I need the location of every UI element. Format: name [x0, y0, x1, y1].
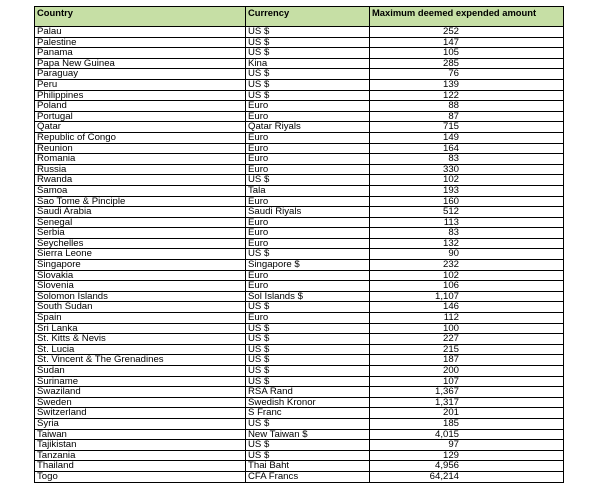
currency-cell: Qatar Riyals [246, 122, 370, 133]
table-row [35, 143, 564, 154]
table-row [35, 101, 564, 112]
currency-cell: Euro [246, 164, 370, 175]
amount-cell: 64,214 [370, 471, 564, 482]
amount-cell: 201 [370, 408, 564, 419]
country-cell: Sierra Leone [35, 249, 246, 260]
country-cell: Slovakia [35, 270, 246, 281]
currency-cell: Saudi Riyals [246, 207, 370, 218]
table-row [35, 376, 564, 387]
table-row [35, 408, 564, 419]
amount-cell: 90 [370, 249, 564, 260]
amount-cell: 105 [370, 48, 564, 59]
country-cell: Tanzania [35, 450, 246, 461]
amount-cell: 193 [370, 185, 564, 196]
amount-cell: 164 [370, 143, 564, 154]
amount-cell: 76 [370, 69, 564, 80]
country-cell: Panama [35, 48, 246, 59]
amount-cell: 1,317 [370, 397, 564, 408]
country-cell: Rwanda [35, 175, 246, 186]
table-row [35, 260, 564, 271]
table-body [35, 27, 564, 483]
table-row [35, 355, 564, 366]
country-cell: Slovenia [35, 281, 246, 292]
currency-cell: Sol Islands $ [246, 291, 370, 302]
currency-cell: RSA Rand [246, 387, 370, 398]
table-row [35, 132, 564, 143]
currency-cell: US $ [246, 323, 370, 334]
table-row [35, 323, 564, 334]
table-row [35, 249, 564, 260]
currency-cell: Euro [246, 228, 370, 239]
table-row [35, 366, 564, 377]
currency-cell: Euro [246, 143, 370, 154]
currency-cell: US $ [246, 302, 370, 313]
currency-cell: US $ [246, 37, 370, 48]
amount-cell: 97 [370, 440, 564, 451]
table-row [35, 164, 564, 175]
country-cell: Palestine [35, 37, 246, 48]
table-row [35, 154, 564, 165]
currency-cell: US $ [246, 90, 370, 101]
table-row [35, 111, 564, 122]
currency-cell: US $ [246, 249, 370, 260]
currency-cell: US $ [246, 27, 370, 38]
currency-cell: US $ [246, 376, 370, 387]
amount-cell: 1,367 [370, 387, 564, 398]
country-cell: Reunion [35, 143, 246, 154]
currency-cell: CFA Francs [246, 471, 370, 482]
currency-cell: US $ [246, 344, 370, 355]
currency-cell: Singapore $ [246, 260, 370, 271]
currency-cell: US $ [246, 334, 370, 345]
country-cell: Republic of Congo [35, 132, 246, 143]
table-row [35, 471, 564, 482]
table-row [35, 217, 564, 228]
amount-cell: 112 [370, 313, 564, 324]
country-column-header: Country [35, 7, 246, 27]
country-cell: Palau [35, 27, 246, 38]
table-row [35, 344, 564, 355]
country-cell: Russia [35, 164, 246, 175]
country-cell: St. Kitts & Nevis [35, 334, 246, 345]
table-row [35, 122, 564, 133]
country-cell: Paraguay [35, 69, 246, 80]
country-cell: Serbia [35, 228, 246, 239]
amount-cell: 715 [370, 122, 564, 133]
amount-cell: 88 [370, 101, 564, 112]
country-cell: Solomon Islands [35, 291, 246, 302]
table-row [35, 334, 564, 345]
table-row [35, 27, 564, 38]
country-cell: Thailand [35, 461, 246, 472]
amount-cell: 107 [370, 376, 564, 387]
country-cell: Tajikistan [35, 440, 246, 451]
amount-cell: 200 [370, 366, 564, 377]
currency-cell: US $ [246, 450, 370, 461]
country-cell: Samoa [35, 185, 246, 196]
country-cell: St. Vincent & The Grenadines [35, 355, 246, 366]
table-row [35, 69, 564, 80]
currency-cell: Euro [246, 238, 370, 249]
country-cell: Peru [35, 79, 246, 90]
amount-cell: 187 [370, 355, 564, 366]
table-row [35, 302, 564, 313]
country-cell: Seychelles [35, 238, 246, 249]
amount-cell: 185 [370, 418, 564, 429]
amount-cell: 1,107 [370, 291, 564, 302]
country-cell: Swaziland [35, 387, 246, 398]
table-row [35, 450, 564, 461]
table-row [35, 207, 564, 218]
country-cell: Romania [35, 154, 246, 165]
table-row [35, 185, 564, 196]
country-cell: Taiwan [35, 429, 246, 440]
currency-cell: Euro [246, 154, 370, 165]
table-row [35, 175, 564, 186]
amount-column-header: Maximum deemed expended amount [370, 7, 564, 27]
table-row [35, 440, 564, 451]
amount-cell: 232 [370, 260, 564, 271]
currency-cell: US $ [246, 355, 370, 366]
currency-cell: Euro [246, 270, 370, 281]
amount-cell: 102 [370, 270, 564, 281]
country-cell: Sudan [35, 366, 246, 377]
amount-cell: 83 [370, 154, 564, 165]
table-row [35, 313, 564, 324]
table-header-row [35, 7, 564, 27]
table-row [35, 429, 564, 440]
amount-cell: 330 [370, 164, 564, 175]
country-cell: Singapore [35, 260, 246, 271]
table-row [35, 281, 564, 292]
table-row [35, 238, 564, 249]
amount-cell: 215 [370, 344, 564, 355]
currency-cell: Thai Baht [246, 461, 370, 472]
amount-cell: 149 [370, 132, 564, 143]
country-cell: Switzerland [35, 408, 246, 419]
amount-cell: 147 [370, 37, 564, 48]
amount-cell: 4,956 [370, 461, 564, 472]
currency-cell: Euro [246, 132, 370, 143]
amount-cell: 106 [370, 281, 564, 292]
country-cell: Saudi Arabia [35, 207, 246, 218]
currency-cell: US $ [246, 48, 370, 59]
expended-amount-table [34, 6, 564, 483]
country-cell: Portugal [35, 111, 246, 122]
table-row [35, 418, 564, 429]
amount-cell: 139 [370, 79, 564, 90]
amount-cell: 113 [370, 217, 564, 228]
country-cell: Sweden [35, 397, 246, 408]
amount-cell: 129 [370, 450, 564, 461]
country-cell: Suriname [35, 376, 246, 387]
amount-cell: 87 [370, 111, 564, 122]
country-cell: Philippines [35, 90, 246, 101]
table-row [35, 90, 564, 101]
currency-cell: S Franc [246, 408, 370, 419]
country-cell: Syria [35, 418, 246, 429]
amount-cell: 122 [370, 90, 564, 101]
table-row [35, 58, 564, 69]
amount-cell: 227 [370, 334, 564, 345]
table-row [35, 461, 564, 472]
amount-cell: 285 [370, 58, 564, 69]
currency-column-header: Currency [246, 7, 370, 27]
amount-cell: 512 [370, 207, 564, 218]
amount-cell: 160 [370, 196, 564, 207]
table-row [35, 196, 564, 207]
currency-cell: US $ [246, 366, 370, 377]
country-cell: Qatar [35, 122, 246, 133]
amount-cell: 252 [370, 27, 564, 38]
currency-cell: Euro [246, 217, 370, 228]
amount-cell: 83 [370, 228, 564, 239]
amount-cell: 146 [370, 302, 564, 313]
currency-cell: Tala [246, 185, 370, 196]
amount-cell: 102 [370, 175, 564, 186]
currency-cell: US $ [246, 418, 370, 429]
currency-cell: Euro [246, 281, 370, 292]
country-cell: Papa New Guinea [35, 58, 246, 69]
country-cell: Poland [35, 101, 246, 112]
country-cell: Senegal [35, 217, 246, 228]
currency-cell: US $ [246, 79, 370, 90]
currency-cell: Kina [246, 58, 370, 69]
currency-cell: Euro [246, 196, 370, 207]
country-cell: Sao Tome & Pinciple [35, 196, 246, 207]
table-row [35, 37, 564, 48]
country-cell: Spain [35, 313, 246, 324]
currency-cell: US $ [246, 69, 370, 80]
currency-cell: US $ [246, 175, 370, 186]
currency-cell: New Taiwan $ [246, 429, 370, 440]
country-cell: South Sudan [35, 302, 246, 313]
amount-cell: 132 [370, 238, 564, 249]
currency-cell: Euro [246, 111, 370, 122]
table-row [35, 79, 564, 90]
currency-cell: Euro [246, 101, 370, 112]
table-row [35, 291, 564, 302]
currency-cell: Swedish Kronor [246, 397, 370, 408]
country-cell: Sri Lanka [35, 323, 246, 334]
table-row [35, 228, 564, 239]
table-row [35, 270, 564, 281]
country-cell: St. Lucia [35, 344, 246, 355]
amount-cell: 100 [370, 323, 564, 334]
table-row [35, 48, 564, 59]
table-row [35, 397, 564, 408]
country-cell: Togo [35, 471, 246, 482]
amount-cell: 4,015 [370, 429, 564, 440]
currency-cell: US $ [246, 440, 370, 451]
table-row [35, 387, 564, 398]
currency-cell: Euro [246, 313, 370, 324]
